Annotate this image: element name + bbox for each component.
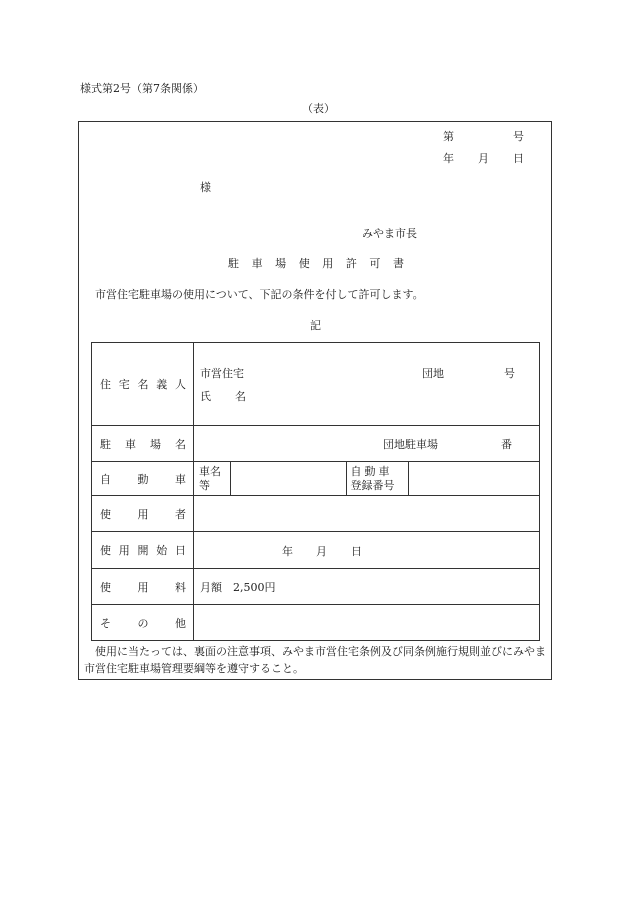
user-value xyxy=(194,496,540,532)
title-char: 車 xyxy=(251,257,263,270)
value-cell xyxy=(194,343,540,426)
fee-label xyxy=(100,579,186,595)
label-cell xyxy=(92,426,194,462)
ki-heading: 記 xyxy=(310,319,321,332)
table-row-fee xyxy=(92,569,540,605)
row-label-char: 料 xyxy=(175,580,186,594)
fee-value: 月額 2,500円 xyxy=(200,580,276,594)
row-label-char: 用 xyxy=(137,507,149,521)
date-year-label: 年 xyxy=(443,152,454,165)
value-cell xyxy=(194,462,540,496)
date-day-label: 日 xyxy=(513,152,524,165)
row-label-char: そ xyxy=(100,616,111,630)
title-char: 用 xyxy=(322,257,334,270)
title-char: 書 xyxy=(392,257,404,270)
title-char: 許 xyxy=(345,257,357,270)
row-label-char: 車 xyxy=(175,472,186,486)
start-day-label: 日 xyxy=(351,545,362,558)
row-label-char: 義 xyxy=(156,378,168,391)
start-year-label: 年 xyxy=(282,545,293,558)
go-label: 号 xyxy=(504,367,515,380)
start-month-label: 月 xyxy=(316,545,327,558)
label-cell xyxy=(92,532,194,569)
vehicle-label xyxy=(100,471,186,487)
permit-details-table xyxy=(91,342,540,641)
row-label-char: 使 xyxy=(100,580,111,594)
row-label-char: 動 xyxy=(137,472,149,486)
label-cell xyxy=(92,343,194,426)
public-housing-label: 市営住宅 xyxy=(200,367,244,380)
permit-statement: 市営住宅駐車場の使用について、下記の条件を付して許可します。 xyxy=(95,288,424,301)
table-row-start-date xyxy=(92,532,540,569)
resident-label xyxy=(100,376,186,392)
registration-number-label: 自動車 登録番号 xyxy=(346,462,408,495)
table-row-user xyxy=(92,496,540,532)
row-label-char: 開 xyxy=(137,544,149,557)
title-char: 使 xyxy=(298,257,310,270)
row-label-char: 駐 xyxy=(100,437,111,451)
row-label-char: 者 xyxy=(175,507,186,521)
row-label-char: 宅 xyxy=(118,378,130,391)
car-name-value xyxy=(230,462,346,495)
title-char: 駐 xyxy=(228,257,239,270)
row-label-char: 場 xyxy=(150,437,161,451)
name-label-shi: 氏 xyxy=(200,390,211,403)
parking-number-label: 番 xyxy=(501,438,512,451)
addressee-suffix: 様 xyxy=(200,181,211,194)
row-label-char: 他 xyxy=(175,616,186,630)
row-label-char: 始 xyxy=(156,544,168,557)
start-date-label xyxy=(100,542,186,558)
compliance-note: 使用に当たっては、裏面の注意事項、みやま市営住宅条例及び同条例施行規則並びにみやま市営住宅駐車場管理要綱等を遵守すること。 xyxy=(84,645,546,675)
row-label-char: 使 xyxy=(100,544,111,557)
parking-label xyxy=(100,436,186,452)
row-label-char: 住 xyxy=(100,378,111,391)
row-label-char: 人 xyxy=(175,378,186,391)
other-value xyxy=(194,605,540,641)
label-cell xyxy=(92,462,194,496)
value-cell xyxy=(194,569,540,605)
row-label-char: 用 xyxy=(118,544,130,557)
row-label-char: 用 xyxy=(137,580,149,594)
row-label-char: の xyxy=(137,616,149,630)
label-cell xyxy=(92,605,194,641)
parking-lot-name: 団地駐車場 xyxy=(383,438,438,451)
document-title xyxy=(228,255,404,271)
row-label-char: 名 xyxy=(137,378,149,391)
user-label xyxy=(100,506,186,522)
row-label-char: 使 xyxy=(100,507,111,521)
title-char: 可 xyxy=(369,257,381,270)
number-label-dai: 第 xyxy=(443,130,454,143)
date-month-label: 月 xyxy=(478,152,489,165)
other-label xyxy=(100,615,186,631)
form-number-label: 様式第2号（第7条関係） xyxy=(80,82,204,95)
table-row-resident xyxy=(92,343,540,426)
value-cell xyxy=(194,426,540,462)
value-cell xyxy=(194,532,540,569)
face-side-label: （表） xyxy=(302,102,335,115)
registration-number-value xyxy=(408,462,539,495)
row-label-char: 自 xyxy=(100,472,111,486)
row-label-char: 車 xyxy=(125,437,136,451)
row-label-char: 日 xyxy=(175,544,186,557)
table-row-vehicle xyxy=(92,462,540,496)
title-char: 場 xyxy=(275,257,287,270)
label-cell xyxy=(92,569,194,605)
issuer-name: みやま市長 xyxy=(362,227,417,240)
table-row-other xyxy=(92,605,540,641)
car-name-label: 車名 等 xyxy=(194,462,230,495)
danchi-label: 団地 xyxy=(422,367,444,380)
name-label-mei: 名 xyxy=(235,390,246,403)
label-cell xyxy=(92,496,194,532)
table-row-parking xyxy=(92,426,540,462)
number-label-go: 号 xyxy=(513,130,524,143)
row-label-char: 名 xyxy=(175,437,186,451)
